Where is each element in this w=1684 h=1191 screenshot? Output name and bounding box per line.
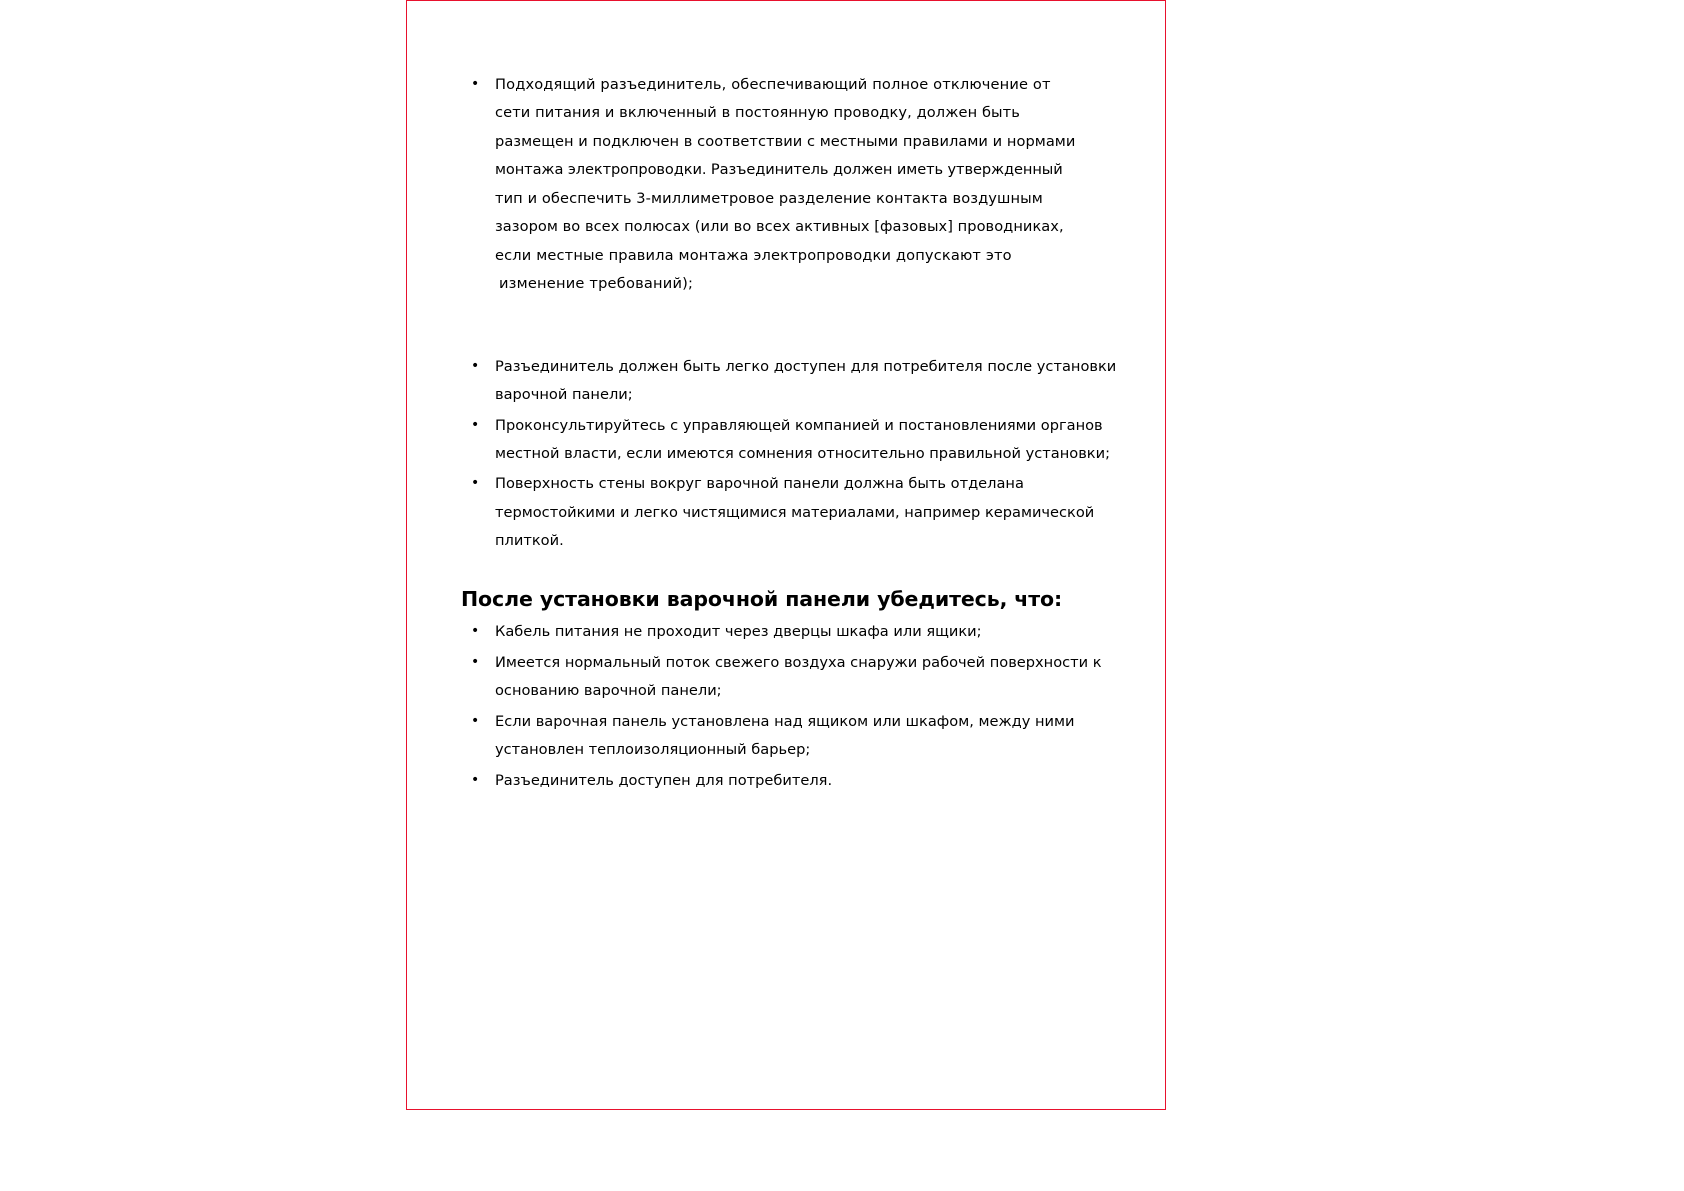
bullet-list-disconnector: [457, 71, 1137, 299]
bullet-dot-icon: •: [471, 416, 480, 433]
section-heading: После установки варочной панели убедитесь, что:: [461, 586, 1063, 611]
list-item: [457, 767, 1137, 795]
list-item-text: Проконсультируйтесь с управляющей компанией и постановлениями органов местной власти, если имеются сомнения относительно правильной установки;: [495, 416, 1111, 462]
bullet-dot-icon: •: [471, 357, 480, 374]
section-spacer: [457, 301, 1137, 353]
bullet-dot-icon: •: [471, 653, 480, 670]
list-item: [457, 618, 1137, 646]
list-item-text: Если варочная панель установлена над ящиком или шкафом, между ними установлен теплоизоляционный барьер;: [495, 712, 1075, 759]
paragraph-line: размещен и подключен в соответствии с местными правилами и нормами: [495, 132, 1076, 150]
bullet-dot-icon: •: [471, 712, 480, 729]
bullet-list-after-install: [457, 618, 1137, 795]
document-page: [406, 0, 1166, 1110]
bullet-list-installation-notes: [457, 353, 1137, 556]
list-item: [457, 470, 1137, 555]
bullet-dot-icon: •: [471, 623, 480, 640]
bullet-dot-icon: •: [471, 771, 480, 788]
list-item-text: Имеется нормальный поток свежего воздуха снаружи рабочей поверхности к основанию варочной панели;: [495, 653, 1102, 700]
list-item-text: Разъединитель доступен для потребителя.: [495, 771, 833, 789]
paragraph-line: сети питания и включенный в постоянную проводку, должен быть: [495, 104, 1020, 122]
page-content: [457, 71, 1137, 797]
paragraph-line: тип и обеспечить 3-миллиметровое разделение контакта воздушным: [495, 189, 1043, 207]
list-item: [457, 708, 1137, 765]
paragraph-line: если местные правила монтажа электропроводки допускают это: [495, 246, 1012, 264]
list-item: [457, 412, 1137, 469]
paragraph-line: изменение требований);: [499, 275, 694, 293]
paragraph-line: Подходящий разъединитель, обеспечивающий полное отключение от: [495, 76, 1051, 93]
list-item: [457, 353, 1137, 410]
list-item: [457, 71, 1137, 299]
list-item: [457, 649, 1137, 706]
bullet-dot-icon: •: [471, 76, 480, 92]
bullet-dot-icon: •: [471, 475, 480, 492]
list-item-text: Поверхность стены вокруг варочной панели должна быть отделана термостойкими и легко чистящимися материалами, например керамической плиткой.: [495, 475, 1095, 550]
list-item-text: Разъединитель должен быть легко доступен для потребителя после установки варочной панели;: [495, 357, 1117, 404]
paragraph-line: монтажа электропроводки. Разъединитель должен иметь утвержденный: [495, 161, 1063, 179]
list-item-text: Кабель питания не проходит через дверцы шкафа или ящики;: [495, 623, 982, 641]
paragraph-line: зазором во всех полюсах (или во всех активных [фазовых] проводниках,: [495, 218, 1064, 236]
